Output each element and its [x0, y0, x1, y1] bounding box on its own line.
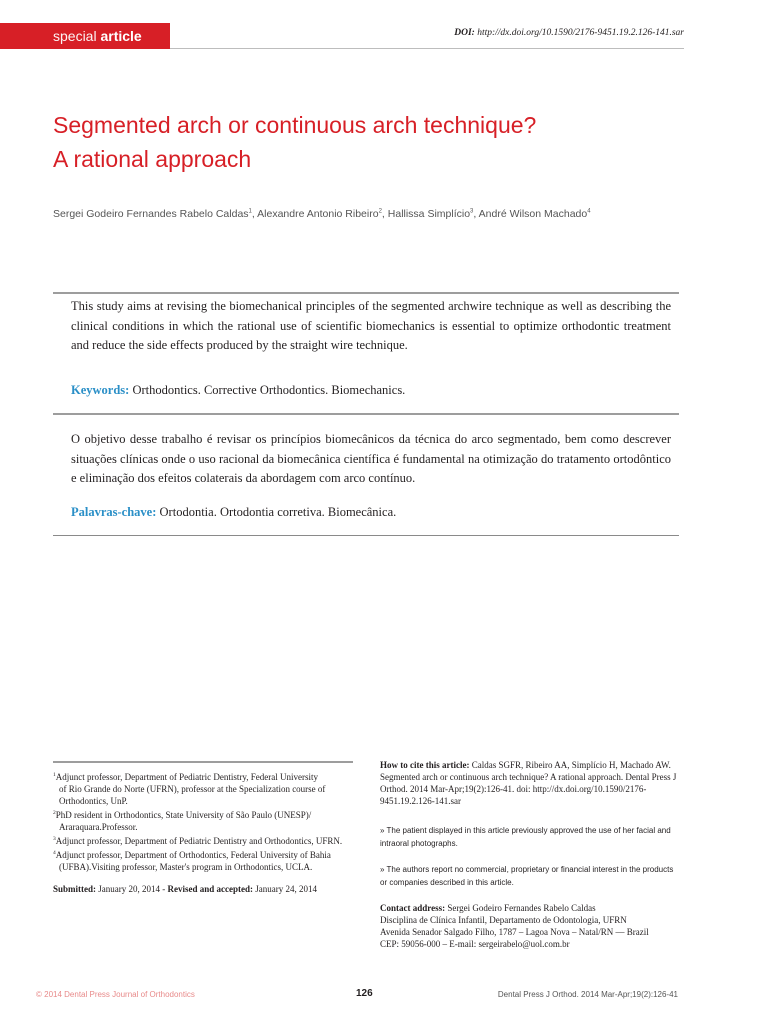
affiliation-line: Orthodontics, UnP.: [59, 796, 128, 806]
affiliation: $^3$Adjunct professor, Department of Pediatric Dentistry and Orthodontics, UFRN.: [53, 836, 343, 846]
abstract-portuguese: O objetivo desse trabalho é revisar os princípios biomecânicos da técnica do arco segmentado, bem como descrever situações clínicas onde o uso racional da biomecânica científica é fundamental na otimização do tratamento ortodôntico e eliminação dos efeitos colaterais da abordagem com arco contínuo.: [71, 432, 671, 485]
affiliation-line: Araraquara.Professor.: [59, 822, 138, 832]
doi[interactable]: [454, 28, 684, 38]
copyright: © 2014 Dental Press Journal of Orthodontics: [36, 990, 195, 999]
abstract-english: This study aims at revising the biomechanical principles of the segmented archwire technique as well as describing the clinical conditions in which the rational use of scientific biomechanics is essential to optimize orthodontic treatment and reduce the side effects produced by the straight wire technique.: [71, 299, 671, 352]
keywords-value: Orthodontics. Corrective Orthodontics. Biomechanics.: [129, 383, 406, 397]
submission-dates: Submitted: January 20, 2014 - Revised and accepted: January 24, 2014: [53, 884, 318, 894]
author: Sergei Godeiro Fernandes Rabelo Caldas$^1$,: [53, 208, 258, 220]
affiliation: $^4$Adjunct professor, Department of Orthodontics, Federal University of Bahia: [53, 850, 331, 860]
keywords-english: [71, 383, 405, 398]
keywords-label: Palavras-chave:: [71, 505, 157, 519]
how-to-cite: [380, 759, 680, 807]
doi-label: DOI:: [454, 28, 475, 38]
conflict-of-interest-note: » The authors report no commercial, proprietary or financial interest in the products or companies described in this article.: [380, 865, 674, 887]
journal-citation: Dental Press J Orthod. 2014 Mar-Apr;19(2):126-41: [497, 990, 678, 999]
contact-line: Disciplina de Clínica Infantil, Departamento de Odontologia, UFRN: [380, 915, 627, 925]
affiliation: $^1$Adjunct professor, Department of Pediatric Dentistry, Federal University: [53, 772, 318, 782]
cite-label: How to cite this article:: [380, 760, 470, 770]
contact-address: [380, 902, 680, 950]
abstract-top-rule: [53, 292, 679, 294]
section-label: [53, 27, 142, 45]
doi-link[interactable]: http://dx.doi.org/10.1590/2176-9451.19.2.126-141.sar: [474, 28, 684, 38]
footnote-rule: [53, 761, 353, 763]
page-number: 126: [356, 988, 373, 999]
author-list: [53, 208, 693, 220]
author: Hallissa Simplício$^3$,: [387, 208, 479, 220]
keywords-value: Ortodontia. Ortodontia corretiva. Biomecânica.: [156, 505, 397, 519]
author: André Wilson Machado$^4$: [478, 208, 591, 220]
contact-name: Sergei Godeiro Fernandes Rabelo Caldas: [445, 903, 596, 913]
affiliation-line: of Rio Grande do Norte (UFRN), professor at the Specialization course of: [59, 784, 326, 794]
author: Alexandre Antonio Ribeiro$^2$,: [257, 208, 388, 220]
article-title: [53, 108, 693, 176]
keywords-label: Keywords:: [71, 383, 130, 397]
section-label-light: special: [53, 28, 101, 44]
contact-line: CEP: 59056-000 – E-mail: sergeirabelo@uol.com.br: [380, 939, 570, 949]
abstract-bottom-rule: [53, 535, 679, 536]
title-line-2: A rational approach: [53, 146, 252, 172]
cite-text: Caldas SGFR, Ribeiro AA, Simplício H, Machado AW. Segmented arch or continuous arch technique? A rational approach. Dental Press J Orthod. 2014 Mar-Apr;19(2):126-41. doi: http://dx.doi.org/10.1590/2176-9451.19.2.126-141.sar: [380, 760, 677, 806]
affiliation: $^2$PhD resident in Orthodontics, State University of São Paulo (UNESP)/: [53, 810, 312, 820]
affiliations: [53, 769, 353, 873]
header-rule: [170, 48, 684, 49]
patient-consent-note: » The patient displayed in this article previously approved the use of her facial and intraoral photographs.: [380, 826, 671, 848]
affiliation-line: (UFBA).Visiting professor, Master's program in Orthodontics, UCLA.: [59, 862, 313, 872]
contact-label: Contact address:: [380, 903, 446, 913]
section-label-bold: article: [100, 28, 142, 44]
keywords-portuguese: [71, 505, 396, 520]
contact-line: Avenida Senador Salgado Filho, 1787 – Lagoa Nova – Natal/RN — Brazil: [380, 927, 649, 937]
title-line-1: Segmented arch or continuous arch technique?: [53, 112, 537, 138]
abstract-divider: [53, 413, 679, 415]
